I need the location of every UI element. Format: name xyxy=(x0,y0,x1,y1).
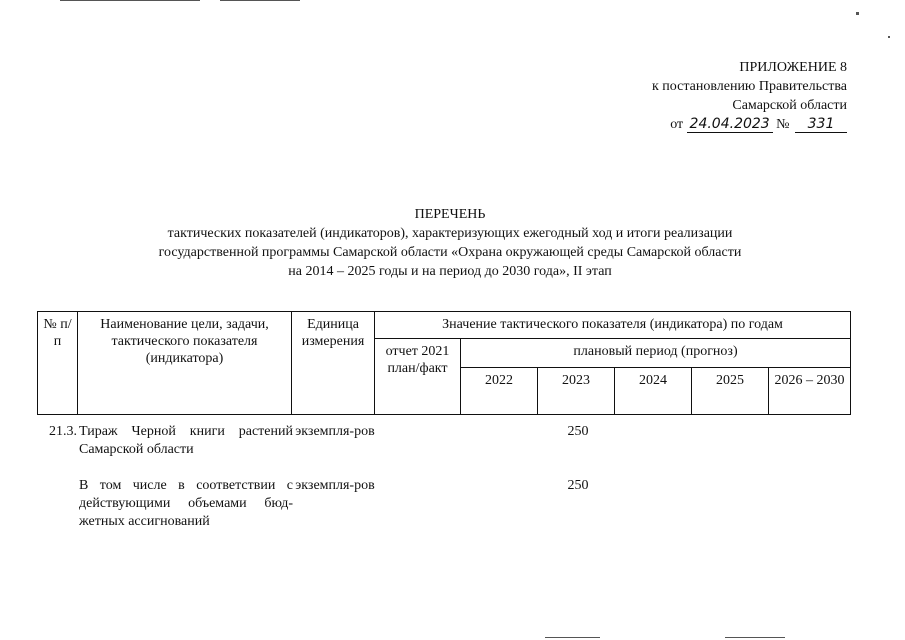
appendix-date-line xyxy=(607,115,847,134)
scan-artifact xyxy=(220,0,300,1)
appendix-region: Самарской области xyxy=(732,98,847,113)
row-unit: экземпля-ров xyxy=(295,478,375,493)
indicators-table-header xyxy=(37,311,851,415)
appendix-header xyxy=(607,58,847,134)
header-values: Значение тактического показателя (индикатора) по годам xyxy=(375,312,851,339)
title-heading: ПЕРЕЧЕНЬ xyxy=(414,207,486,222)
header-year-2022: 2022 xyxy=(461,368,538,415)
header-year-2024: 2024 xyxy=(615,368,692,415)
row-unit: экземпля-ров xyxy=(295,424,375,439)
header-unit: Единица измерения xyxy=(292,312,375,415)
header-year-2023: 2023 xyxy=(538,368,615,415)
handwritten-date: 24.04.2023 xyxy=(687,116,773,133)
scan-artifact xyxy=(725,637,785,638)
date-prefix: от xyxy=(670,117,684,132)
header-report-2021: отчет 2021 план/факт xyxy=(375,339,461,415)
handwritten-number: 331 xyxy=(795,116,847,133)
row-value-2023: 250 xyxy=(567,424,589,439)
header-num: № п/п xyxy=(38,312,78,415)
scan-artifact xyxy=(60,0,200,1)
header-plan-period: плановый период (прогноз) xyxy=(461,339,851,368)
header-name: Наименование цели, задачи, тактического показателя (индикатора) xyxy=(78,312,292,415)
document-title xyxy=(100,205,800,281)
row-name: В том числе в соответствии с действующими объемами бюд-жетных ассигнований xyxy=(79,478,293,529)
header-year-2025: 2025 xyxy=(692,368,769,415)
scan-artifact xyxy=(545,637,600,638)
row-name: Тираж Черной книги растений Самарской области xyxy=(79,424,293,457)
title-line-2: государственной программы Самарской области «Охрана окружающей среды Самарской области xyxy=(158,245,742,260)
number-sign: № xyxy=(776,117,790,132)
scan-artifact xyxy=(856,12,859,15)
scan-artifact xyxy=(888,36,890,38)
row-number: 21.3. xyxy=(49,424,77,439)
row-value-2023: 250 xyxy=(567,478,589,493)
appendix-resolution: к постановлению Правительства xyxy=(651,79,847,94)
title-line-3: на 2014 – 2025 годы и на период до 2030 года», II этап xyxy=(288,264,612,279)
title-line-1: тактических показателей (индикаторов), характеризующих ежегодный ход и итоги реализации xyxy=(167,226,733,241)
header-year-2026-2030: 2026 – 2030 xyxy=(769,368,851,415)
appendix-title: ПРИЛОЖЕНИЕ 8 xyxy=(739,60,847,75)
